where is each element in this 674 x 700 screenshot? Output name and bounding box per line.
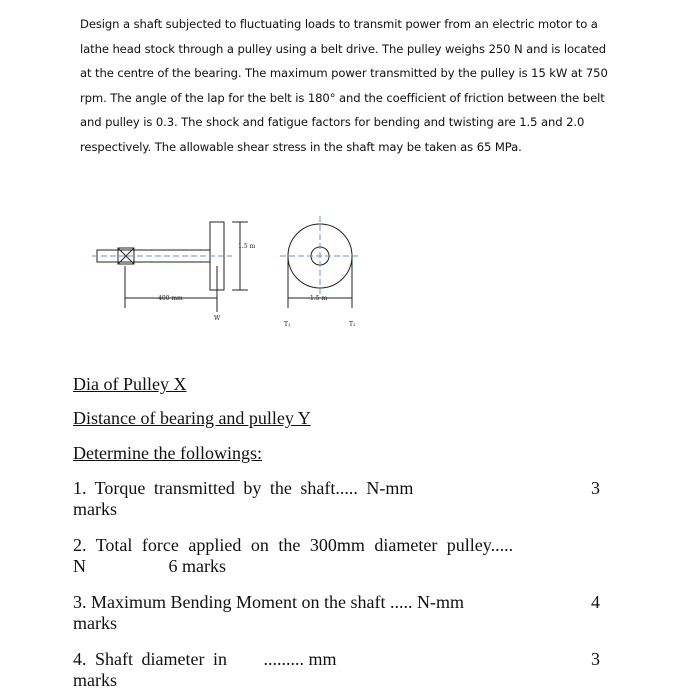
height-label: 1.5 m <box>238 243 256 250</box>
t1-label: T₁ <box>284 321 291 328</box>
question-1-marks: marks <box>73 499 117 519</box>
question-3 <box>73 592 603 634</box>
determine-heading: Determine the followings: <box>73 443 262 463</box>
length-label: 400 mm <box>158 295 183 302</box>
question-2-text: 2. Total force applied on the 300mm diameter pulley..... <box>73 535 514 555</box>
question-2 <box>73 535 611 577</box>
problem-statement <box>80 12 608 160</box>
problem-line: rpm. The angle of the lap for the belt is 180° and the coefficient of friction between the belt <box>80 90 605 105</box>
t2-label: T₂ <box>349 321 356 328</box>
question-3-marks-number: 4 <box>591 592 600 612</box>
question-4-marks: marks <box>73 670 117 690</box>
question-2-marks: 6 marks <box>168 556 226 576</box>
question-4 <box>73 649 603 691</box>
problem-line: Design a shaft subjected to fluctuating loads to transmit power from an electric motor to a <box>80 17 598 31</box>
question-1 <box>73 478 603 520</box>
w-label: W <box>214 315 221 322</box>
shaft-pulley-diagram <box>92 208 382 348</box>
question-4-text: 4. Shaft diameter in <box>73 649 227 669</box>
width-label: 1.5 m <box>310 295 328 302</box>
question-1-text: 1. Torque transmitted by the shaft..... N-mm <box>73 478 414 498</box>
question-3-text: 3. Maximum Bending Moment on the shaft ..... N-mm <box>73 592 464 612</box>
question-2-unit: N <box>73 556 86 576</box>
distance-heading: Distance of bearing and pulley Y <box>73 408 311 428</box>
question-1-marks-number: 3 <box>591 478 600 498</box>
dia-heading: Dia of Pulley X <box>73 374 187 394</box>
problem-line: respectively. The allowable shear stress in the shaft may be taken as 65 MPa. <box>80 139 522 154</box>
problem-line: and pulley is 0.3. The shock and fatigue factors for bending and twisting are 1.5 and 2.0 <box>80 115 585 130</box>
question-4-marks-number: 3 <box>591 649 600 669</box>
problem-line: at the centre of the bearing. The maximum power transmitted by the pulley is 15 kW at 750 <box>80 66 608 81</box>
problem-line: lathe head stock through a pulley using a belt drive. The pulley weighs 250 N and is located <box>80 41 607 56</box>
question-4-blank: ......... mm <box>263 649 337 669</box>
question-3-marks: marks <box>73 613 117 633</box>
